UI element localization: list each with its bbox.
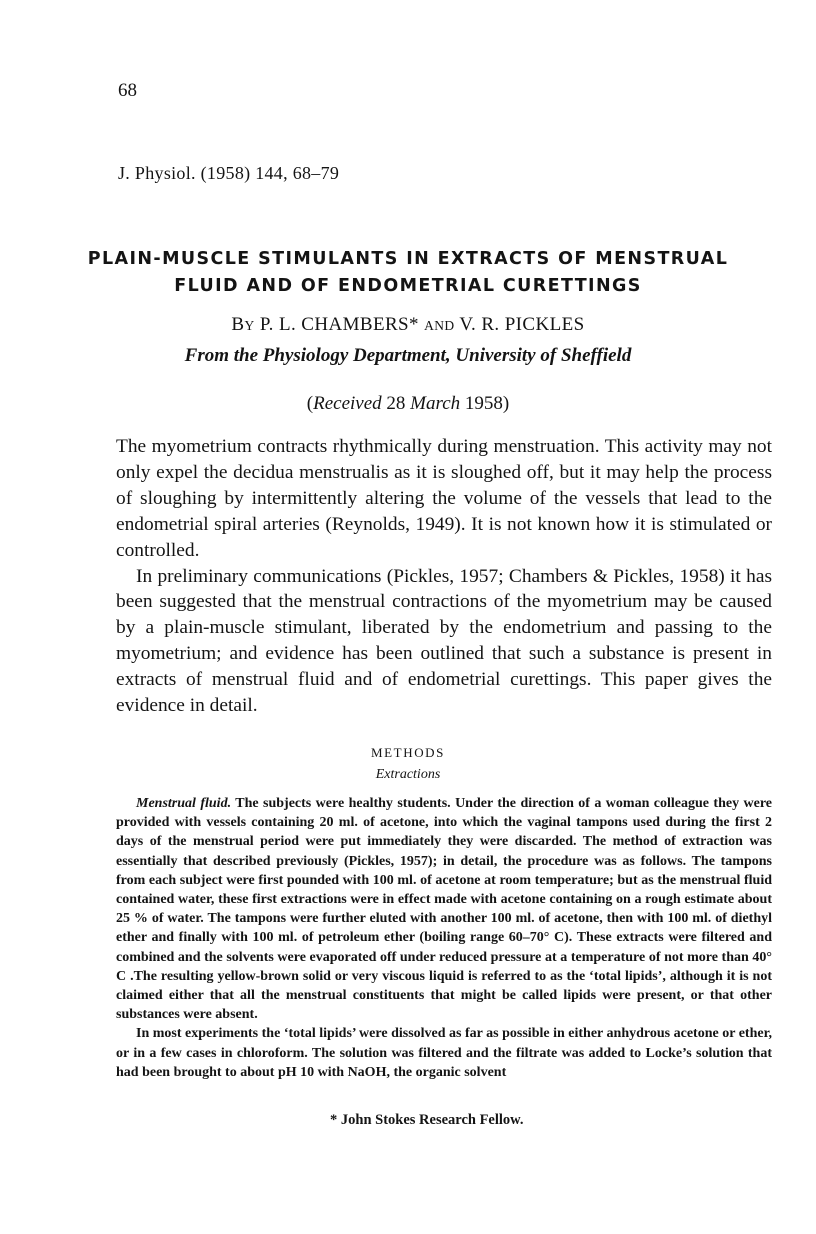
methods-heading: METHODS [370, 745, 446, 760]
intro-paragraph-1: The myometrium contracts rhythmically during menstruation. This activity may not only expel the decidua menstrualis as it is sloughed off, but it may help the process of sloughing by intermittently altering the volume of the vessels that lead to the endometrial spiral arteries (Reynolds, 1949). It is not known how it is stimulated or controlled. [116, 436, 772, 561]
received-year: 1958 [464, 393, 503, 414]
author-2: V. R. PICKLES [459, 314, 585, 335]
received-label: Received [313, 393, 382, 414]
received-month: March [410, 393, 461, 414]
by-label: B [231, 314, 245, 335]
methods-body [116, 794, 772, 1082]
methods-paragraph-1 [116, 794, 772, 1024]
author-line [40, 314, 776, 336]
methods-paragraph-1-text: The subjects were healthy students. Under the direction of a woman colleague they were provided with vessels containing 20 ml. of acetone, into which the vaginal tampons used during the first 2 days of the menstrual period were put immediately they were discarded. The method of extraction was essentially that described previously (Pickles, 1957); in detail, the procedure was as follows. The tampons from each subject were first pounded with 100 ml. of acetone at room temperature; but as the menstrual fluid contained water, these first extractions were in effect made with acetone containing on a rough estimate about 25 % of water. The tampons were further eluted with another 100 ml. of acetone, then with 100 ml. of diethyl ether and finally with 100 ml. of petroleum ether (boiling range 60–70° C). These extracts were filtered and combined and the solvents were evaporated off under reduced pressure at a temperature of not more than 40° C .The resulting yellow-brown solid or very viscous liquid is referred to as the ‘total lipids’, although it is not claimed either that all the menstrual constituents that might be called lipids were present, or that other substances were absent. [116, 796, 773, 1023]
footnote: * John Stokes Research Fellow. [330, 1112, 524, 1128]
affiliation: From the Physiology Department, University of Sheffield [184, 345, 632, 366]
and-label: AND [424, 318, 455, 333]
received-day: 28 [386, 393, 406, 414]
extractions-subheading: Extractions [375, 767, 441, 782]
article-title [40, 246, 776, 300]
introduction [116, 434, 772, 719]
title-line-2: FLUID AND OF ENDOMETRIAL CURETTINGS [174, 276, 642, 296]
author-1: P. L. CHAMBERS* [259, 314, 419, 335]
menstrual-fluid-lead: Menstrual fluid. [136, 796, 232, 811]
by-label-smallcaps: Y [244, 318, 255, 333]
intro-paragraph-2: In preliminary communications (Pickles, 1957; Chambers & Pickles, 1958) it has been suggested that the menstrual contractions of the myometrium may be caused by a plain-muscle stimulant, liberated by the endometrium and passing to the myometrium; and evidence has been outlined that such a substance is present in extracts of menstrual fluid and of endometrial curettings. This paper gives the evidence in detail. [116, 565, 772, 717]
methods-paragraph-2: In most experiments the ‘total lipids’ were dissolved as far as possible in either anhydrous acetone or ether, or in a few cases in chloroform. The solution was filtered and the filtrate was added to Locke’s solution that had been brought to about pH 10 with NaOH, the organic solvent [116, 1026, 772, 1080]
title-line-1: PLAIN-MUSCLE STIMULANTS IN EXTRACTS OF MENSTRUAL [87, 249, 729, 269]
received-date: (Received 28 March 1958) [306, 393, 510, 414]
page-number: 68 [118, 80, 137, 101]
journal-citation: J. Physiol. (1958) 144, 68–79 [118, 163, 340, 183]
